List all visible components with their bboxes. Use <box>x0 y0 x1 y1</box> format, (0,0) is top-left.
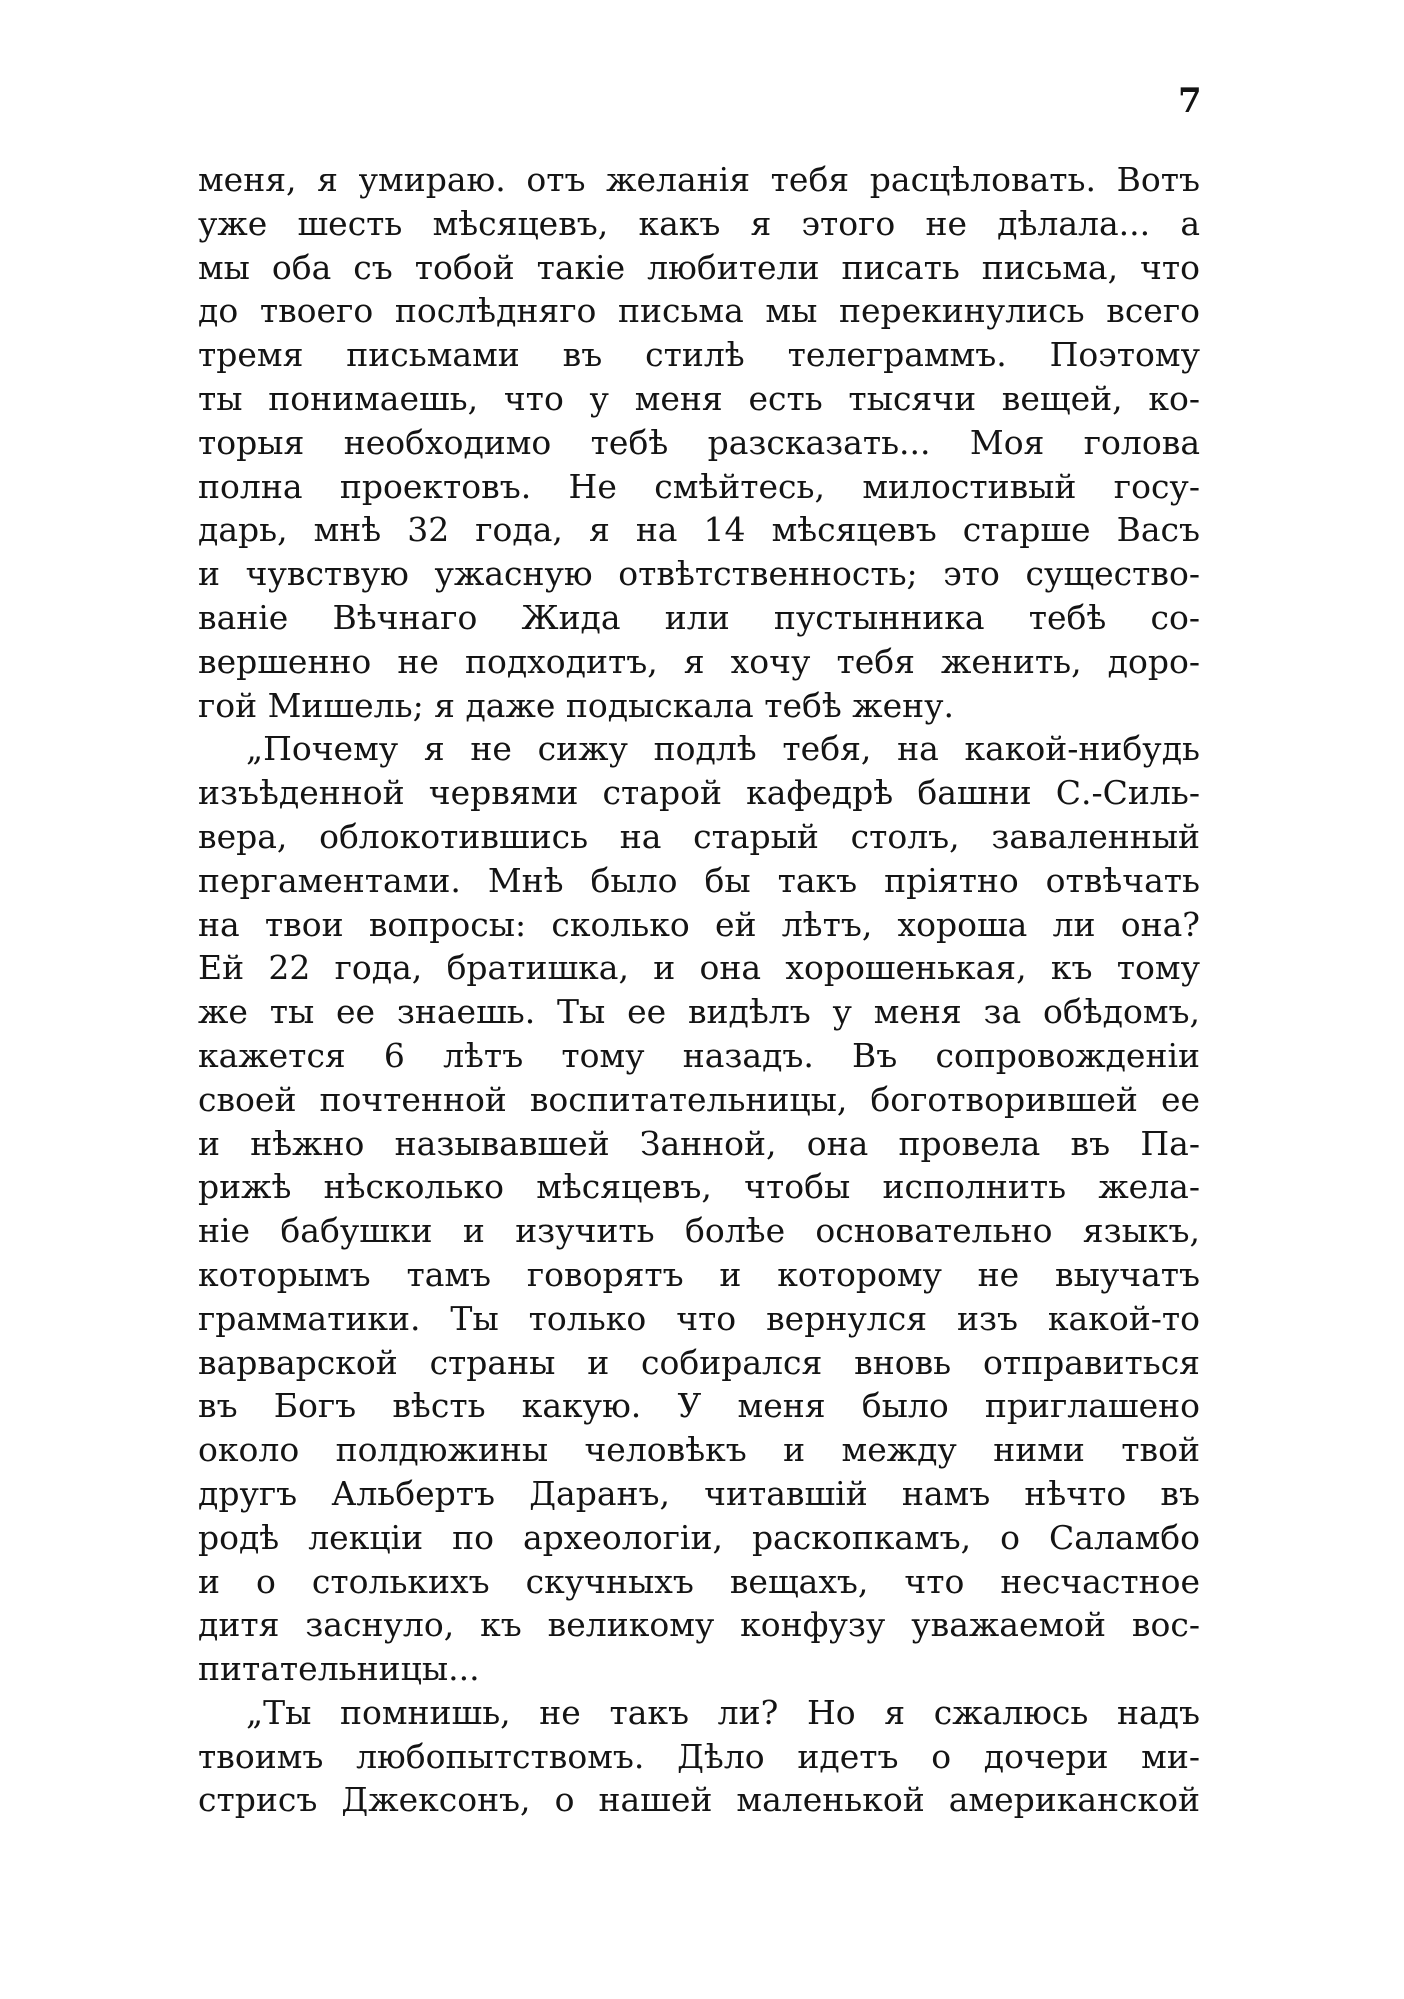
text-line: варварской страны и собирался вновь отправиться <box>198 1342 1200 1382</box>
paragraph-end-line: питательницы... <box>198 1649 480 1689</box>
text-line: на твои вопросы: сколько ей лѣтъ, хороша ли она? <box>198 904 1200 944</box>
text-line: дитя заснуло, къ великому конфузу уважаемой вос- <box>198 1605 1200 1645</box>
text-line: дарь, мнѣ 32 года, я на 14 мѣсяцевъ старше Васъ <box>198 510 1200 550</box>
text-line: Ей 22 года, братишка, и она хорошенькая, къ тому <box>198 948 1200 988</box>
text-line: изъѣденной червями старой кафедрѣ башни С.-Силь- <box>198 773 1200 813</box>
text-line: стрисъ Джексонъ, о нашей маленькой американской <box>198 1780 1200 1820</box>
text-line: мы оба съ тобой такіе любители писать письма, что <box>198 247 1200 287</box>
text-line: вершенно не подходитъ, я хочу тебя женить, доро- <box>198 641 1200 681</box>
page-number: 7 <box>1178 81 1202 121</box>
text-line: которымъ тамъ говорятъ и которому не выучатъ <box>198 1254 1200 1294</box>
paragraph-start-line: „Ты помнишь, не такъ ли? Но я сжалюсь надъ <box>246 1692 1200 1732</box>
text-line: полна проектовъ. Не смѣйтесь, милостивый госу- <box>198 466 1200 506</box>
text-line: и нѣжно называвшей Занной, она провела въ Па- <box>198 1123 1200 1163</box>
text-line: родѣ лекціи по археологіи, раскопкамъ, о Саламбо <box>198 1517 1200 1557</box>
text-line: и о столькихъ скучныхъ вещахъ, что несчастное <box>198 1561 1200 1601</box>
paragraph-start-line: „Почему я не сижу подлѣ тебя, на какой-нибудь <box>246 729 1200 769</box>
text-line: торыя необходимо тебѣ разсказать... Моя голова <box>198 422 1200 462</box>
body-text <box>198 158 1200 1822</box>
text-line: пергаментами. Мнѣ было бы такъ пріятно отвѣчать <box>198 860 1200 900</box>
text-line: кажется 6 лѣтъ тому назадъ. Въ сопровожденіи <box>198 1035 1200 1075</box>
text-line: уже шесть мѣсяцевъ, какъ я этого не дѣлала... а <box>198 203 1200 243</box>
text-line: ніе бабушки и изучить болѣе основательно языкъ, <box>198 1211 1200 1251</box>
text-line: грамматики. Ты только что вернулся изъ какой-то <box>198 1298 1200 1338</box>
text-line: другъ Альбертъ Даранъ, читавшій намъ нѣчто въ <box>198 1473 1200 1513</box>
text-line: около полдюжины человѣкъ и между ними твой <box>198 1430 1200 1470</box>
text-line: меня, я умираю. отъ желанія тебя расцѣловать. Вотъ <box>198 160 1200 199</box>
text-line: въ Богъ вѣсть какую. У меня было приглашено <box>198 1386 1200 1426</box>
text-line: рижѣ нѣсколько мѣсяцевъ, чтобы исполнить жела- <box>198 1167 1200 1207</box>
text-line: тремя письмами въ стилѣ телеграммъ. Поэтому <box>198 335 1200 375</box>
text-line: до твоего послѣдняго письма мы перекинулись всего <box>198 291 1200 331</box>
paragraph-end-line: гой Мишель; я даже подыскала тебѣ жену. <box>198 685 955 725</box>
text-line: твоимъ любопытствомъ. Дѣло идетъ о дочери ми- <box>198 1736 1200 1776</box>
text-line: и чувствую ужасную отвѣтственность; это существо- <box>198 554 1200 594</box>
text-line: ваніе Вѣчнаго Жида или пустынника тебѣ со- <box>198 597 1200 637</box>
text-line: вера, облокотившись на старый столъ, заваленный <box>198 816 1200 856</box>
text-line: своей почтенной воспитательницы, боготворившей ее <box>198 1079 1200 1119</box>
text-line: ты понимаешь, что у меня есть тысячи вещей, ко- <box>198 378 1200 418</box>
text-line: же ты ее знаешь. Ты ее видѣлъ у меня за обѣдомъ, <box>198 992 1200 1032</box>
